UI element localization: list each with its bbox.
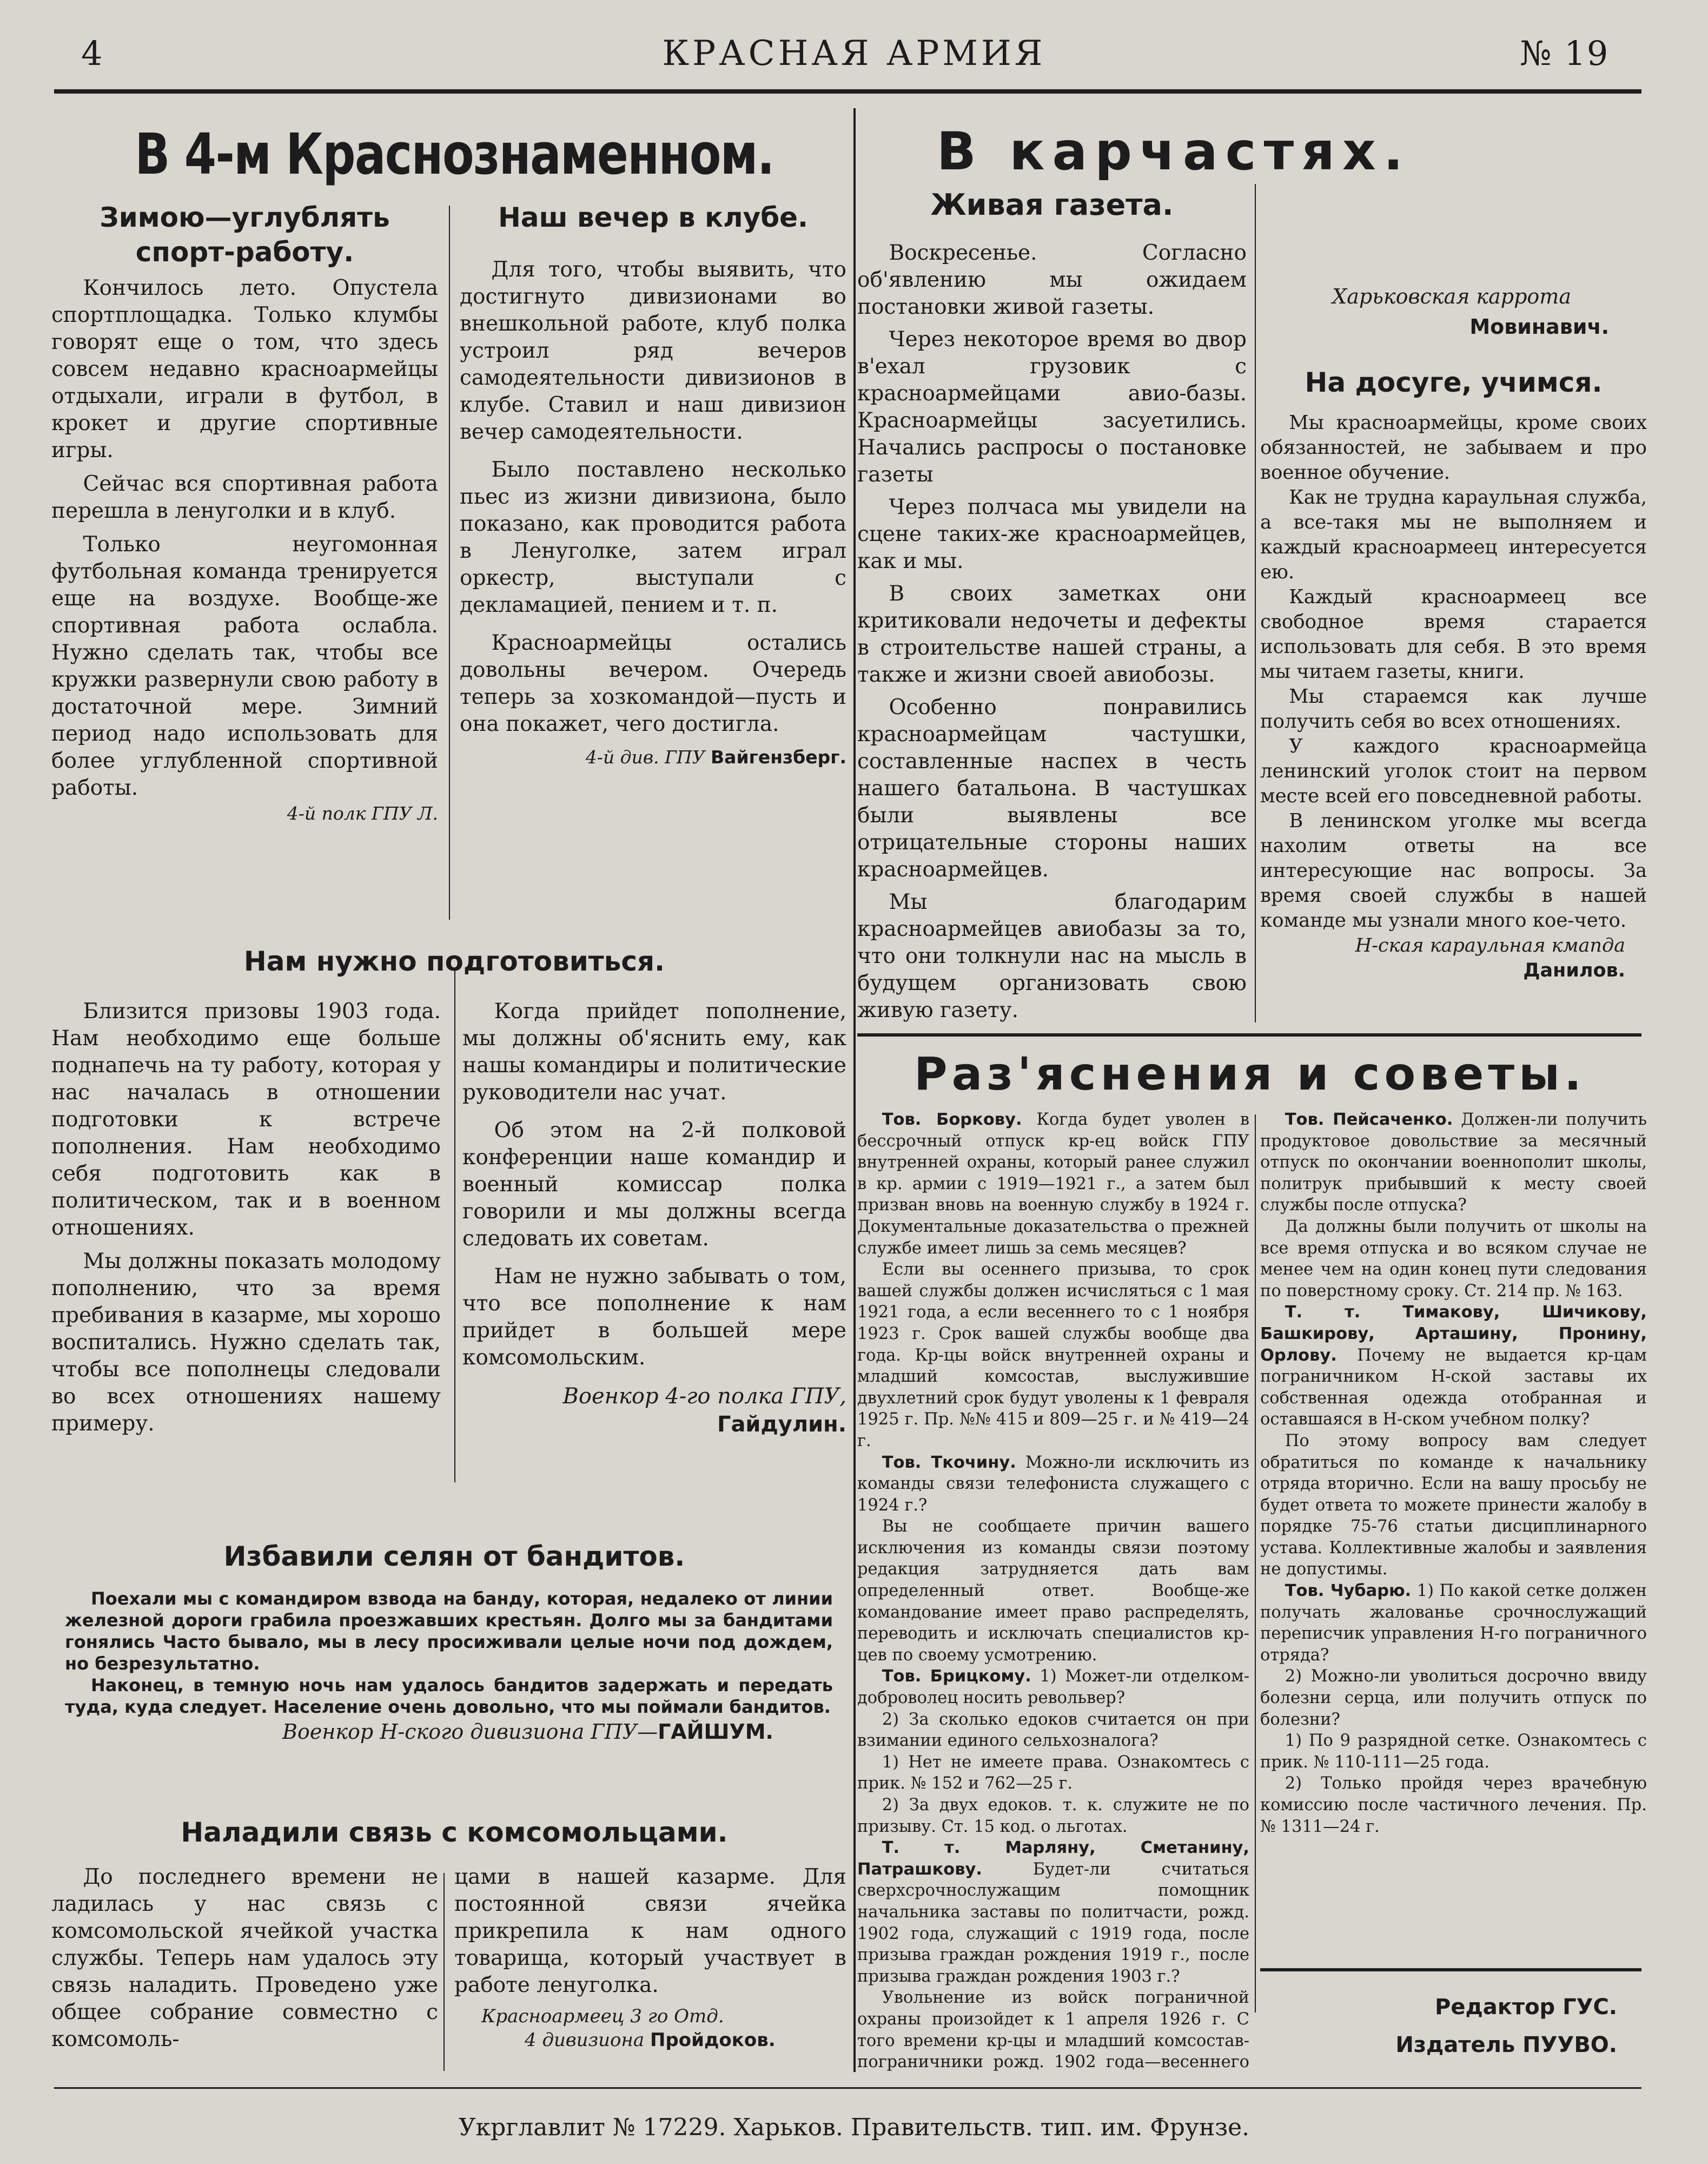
signature-unit: 4-й полк ГПУ Л. (287, 803, 438, 824)
signature (1260, 933, 1647, 983)
advice-title: Раз'яснения и советы. (914, 1047, 1586, 1100)
footer-imprint: Укрглавлит № 17229. Харьков. Правительств. тип. им. Фрунзе. (458, 2114, 1250, 2141)
paragraph: У каждого красноармейца ленинский уголок стоит на первом месте всей его повседневной работы. (1260, 735, 1647, 807)
paragraph: Кончилось лето. Опустела спортплощадка. Только клумбы говорят еще о том, что здесь совсем недавно красноармейцы отдыхали, играли в футбол, в крокет и другие спортивные игры. (51, 276, 438, 463)
advice-text: Вы не сообщаете причин вашего исключения из команды связи поэтому редакция затрудняется дать вам определенный ответ. Вообще-же командование имеет право распределять, переводить и исключать специалистов кр-цев по своему усмотрению. (857, 1517, 1249, 1665)
advice-col2 (1260, 1109, 1647, 1964)
paragraph: Для того, чтобы выявить, что достигнуто дивизионами во внешкольной работе, клуб полка устроил ряд вечеров самодеятельности дивизионов в клубе. Ставил и наш дивизион вечер самодеятельности. (460, 258, 846, 444)
advice-addressee: Тов. Брицкому. (882, 1667, 1031, 1686)
article-prepare-col1 (51, 998, 441, 1512)
paragraph: Особенно понравились красноармейцам частушки, составленные наспех в честь нашего батальона. В частушках были выявлены все отрицательные стороны наших красноармейцев. (857, 695, 1247, 882)
advice-item (1260, 1666, 1647, 1730)
newspaper-title: КРАСНАЯ АРМИЯ (662, 34, 1046, 74)
advice-text: 1) Может-ли отделком-доброволец носить револьвер? (857, 1667, 1249, 1708)
paragraph: В своих заметках они критиковали недочеты и дефекты в строительстве нашей страны, а также и жизни своей авиобозы. (857, 582, 1247, 687)
signature-name: Гайдулин. (717, 1412, 846, 1437)
paragraph: Было поставлено несколько пьес из жизни дивизиона, было показано, как проводится работа в Ленуголке, затем играл оркестр, выступали с декламацией, пением и т. п. (460, 458, 846, 617)
header-rule (54, 89, 1641, 94)
advice-text: Когда будет уволен в бессрочный отпуск кр-ец войск ГПУ внутренней охраны, который ранее служил в кр. армии с 1919—1921 г., а затем был призван вновь на военную службу в 1924 г. Документальные доказательства о прежней службе имеет лишь за семь месяцев? (857, 1110, 1249, 1258)
signature-name: Мовинавич. (1469, 315, 1609, 339)
advice-item (857, 1987, 1249, 2072)
publisher: Издатель ПУУВО. (1395, 2033, 1617, 2057)
signature-name: ГАЙШУМ. (658, 1720, 773, 1744)
article-title-komsomol: Наладили связь с комсомольцами. (181, 1817, 728, 1848)
signature-unit: Н-ская караульная кмаnда (1355, 935, 1625, 956)
article-leisure (1260, 365, 1647, 1017)
signature-unit: Военкор 4-го полка ГПУ, (562, 1384, 846, 1409)
article-title: Живая газета. (930, 188, 1174, 222)
footer-rule (54, 2087, 1641, 2089)
paragraph: Когда прийдет пополнение, мы должны об'яснить ему, как нашы командиры и политические руководители нас учат. (462, 999, 846, 1105)
page-number: 4 (81, 34, 104, 73)
issue-number: № 19 (1520, 34, 1610, 73)
signature (65, 1718, 773, 1746)
section-title-right: В карчастях. (936, 121, 1411, 182)
advice-text: 1) По какой сетке должен получать жалованье срочнослужащий переписчик управления Н-го пограничного отряда? (1260, 1581, 1647, 1665)
paragraph: Наконец, в темную ночь нам удалось бандитов задержать и передать туда, куда следует. Население очень довольно, что мы поймали бандитов. (65, 1675, 833, 1717)
signature (454, 2004, 846, 2052)
advice-item (857, 1709, 1249, 1752)
article-title: На досуге, учимся. (1305, 367, 1603, 398)
advice-text: 2) Только пройдя через врачебную комиссию после частичного лечения. Пр. № 1311—24 г. (1260, 1774, 1647, 1836)
signature-name: Данилов. (1523, 960, 1625, 981)
signature-name: Вайгензберг. (711, 747, 846, 768)
advice-top-rule (857, 1033, 1641, 1037)
advice-text: Можно-ли исключить из команды связи телефониста служащего с 1924 г.? (857, 1453, 1249, 1515)
advice-item (857, 1516, 1249, 1666)
advice-addressee: Тов. Чубарю. (1285, 1581, 1412, 1601)
advice-addressee: Т. т. Тимакову, Шичикову, Башкирову, Арташину, Пронину, Орлову. (1260, 1303, 1647, 1365)
advice-addressee: Тов. Пейсаченко. (1285, 1110, 1453, 1129)
paragraph: Каждый красноармеец все свободное время старается использовать для себя. В это время мы читаем газеты, книги. (1260, 586, 1647, 683)
advice-text: 1) По 9 разрядной сетке. Ознакомтесь с прик. № 110-111—25 года. (1260, 1731, 1647, 1772)
paragraph: Через полчаса мы увидели на сцене таких-же красноармейцев, как и мы. (857, 495, 1247, 573)
advice-item (1260, 1109, 1647, 1216)
advice-item (1260, 1430, 1647, 1580)
paragraph: Об этом на 2-й полковой конференции наше командир и военный комиссар полка говорили и мы должны всегда следовать их советам. (462, 1118, 846, 1251)
advice-text: 2) За сколько едоков считается он при взимании единого сельхозналога? (857, 1710, 1249, 1751)
paragraph: Красноармейцы остались довольны вечером. Очередь теперь за хозкомандой—пусть и она покажет, чего достигла. (460, 631, 846, 736)
paragraph: Сейчас вся спортивная работа перешла в ленуголки и в клуб. (51, 472, 438, 523)
advice-item (857, 1666, 1249, 1708)
paragraph: До последнего времени не ладилась у нас связь с комсомольской ячейкой участка службы. Теперь нам удалось эту связь наладить. Проведено уже общее собрание совместно с комсомоль- (51, 1865, 438, 2051)
article-sport (51, 200, 438, 928)
paragraph: Поехали мы с командиром взвода на банду, которая, недалеко от линии железной дороги грабила проезжавших крестьян. Долго мы за бандитами гонялись Часто бывало, мы в лесу просиживали целые ночи под дождем, но безрезультатно. (65, 1588, 833, 1674)
paragraph: Нам не нужно забывать о том, что все пополнение к нам прийдет в большей мере комсомольским. (462, 1264, 846, 1370)
left-mid-col-rule (454, 968, 455, 1482)
advice-addressee: Тов. Ткочину. (882, 1453, 1016, 1472)
signature-unit: Харьковская карроmа (1332, 285, 1571, 308)
paragraph: Близится призовы 1903 года. Нам необходимо еще больше поднапечь на ту работу, которая у нас началась в отношении подготовки к встрече пополнения. Нам необходимо себя подготовить как в политическом, так и в военном отношениях. (51, 999, 441, 1240)
article-title-prepare: Нам нужно подготовиться. (243, 946, 665, 977)
signature-unit: 4 дивизиона (525, 2029, 645, 2051)
paragraph: цами в нашей казарме. Для постоянной связи ячейка прикрепила к нам одного товарища, который участвует в работе ленуголка. (454, 1865, 846, 1997)
article-komsomol-col2 (454, 1864, 846, 2077)
signature-unit: Красноармеец 3 го Отд. (481, 2005, 724, 2027)
article-live-newspaper (857, 187, 1247, 1022)
advice-text: Увольнение из войск пограничной охраны произойдет к 1 апреля 1926 г. С того времени кр-цы и младший комсостав-пограничники рожд. 1902 года—весеннего (857, 1988, 1249, 2072)
advice-text: По этому вопросу вам следует обратиться по команде к начальнику отряда вторично. Если на вашу просьбу не будет ответа то можете принести жалобу в порядке 75-76 статьи дисциплинарного устава. Коллективные жалобы и заявления не допустимы. (1260, 1431, 1647, 1579)
advice-item (1260, 1580, 1647, 1666)
right-advice-col-rule (1255, 1114, 1256, 2013)
paragraph: Мы благодарим красноармейцев авиобазы за то, что они толкнули нас на мысль в будущем организовать свою живую газету. (857, 890, 1247, 1022)
advice-text: Почему не выдается кр-цам пограничником Н-ской заставы их собственная одежда отобранная и оставшаяся в Н-ском учебном полку? (1260, 1345, 1647, 1429)
advice-item (857, 1259, 1249, 1452)
advice-text: 1) Нет не имеете права. Ознакомтесь с прик. № 152 и 762—25 г. (857, 1752, 1249, 1793)
advice-text: Да должны были получить от школы на все время отпуска и во всяком случае не менее чем на один конец пути следования по поверстному сроку. Ст. 214 пр. № 163. (1260, 1217, 1647, 1301)
advice-item (857, 1837, 1249, 1987)
article-bandits (65, 1588, 833, 1788)
advice-text: Если вы осеннего призыва, то срок вашей службы должен исчисляться с 1 мая 1921 года, а если весеннего то с 1 ноября 1923 г. Срок вашей службы вообще два года. Кр-цы войск внутренней охраны и младший комсостав, выслужившие двухлетний срок будут уволены к 1 февраля 1925 г. Пр. №№ 415 и 809—25 г. и № 419—24 г. (857, 1260, 1249, 1450)
paragraph: Мы красноармейцы, кроме своих обязанностей, не забываем и про военное обучение. (1260, 412, 1647, 484)
editor: Редактор ГУС. (1435, 1995, 1617, 2020)
left-top-col-rule (449, 206, 450, 920)
advice-item (857, 1794, 1249, 1837)
signature-name: Пройдоков. (650, 2029, 776, 2051)
paragraph: Через некоторое время во двор в'ехал грузовик с красноармейцами авио-базы. Красноармейцы засуетились. Начались распросы о постановке газеты (857, 327, 1247, 487)
advice-text: Должен-ли получить продуктовое довольствие за месячный отпуск по окончании военнополит школы, политрук прибывший к месту своей службы после отпуска? (1260, 1110, 1647, 1215)
advice-item (1260, 1302, 1647, 1430)
paragraph: В ленинском уголке мы всегда нахолим ответы на все интересующие нас вопросы. За время своей службы в нашей команде мы узнали много кое-чето. (1260, 810, 1647, 932)
advice-item (857, 1452, 1249, 1516)
advice-bottom-rule (1260, 1968, 1641, 1971)
center-rule (853, 108, 856, 2072)
advice-text: Будет-ли считаться сверхсрочнослужащим помощник начальника заставы по политчасти, рожд. 1902 года, служащий с 1919 года, после призыва граждан рождения 1919 г., после призыва граждан рождения 1903 г.? (857, 1859, 1249, 1986)
article-title: Зимою—углублять спорт-работу. (100, 202, 390, 268)
paragraph: Только неугомонная футбольная команда тренируется еще на воздухе. Вообще-же спортивная работа ослабла. Нужно сделать так, чтобы все кружки развернули свою работу в достаточной мере. Зимний период надо использовать для более углубленной спортивной работы. (51, 532, 438, 800)
signature (51, 802, 438, 826)
signature (460, 745, 846, 769)
article-title: Наш вечер в клубе. (498, 202, 809, 233)
advice-item (1260, 1730, 1647, 1773)
advice-col1 (857, 1109, 1249, 2072)
paragraph: Мы стараемся как лучше получить себя во всех отношениях. (1260, 685, 1647, 733)
advice-item (857, 1109, 1249, 1259)
article-title-bandits: Избавили селян от бандитов. (223, 1541, 685, 1572)
advice-addressee: Т. т. Марляну, Сметанину, Патрашкову. (857, 1838, 1249, 1879)
advice-addressee: Тов. Боркову. (882, 1110, 1022, 1129)
advice-text: 2) Можно-ли уволиться досрочно ввиду болезни серца, или получить отпуск по болезни? (1260, 1667, 1647, 1729)
signature (1260, 281, 1620, 342)
advice-item (1260, 1216, 1647, 1302)
section-title-left: В 4-м Краснознаменном. (135, 121, 774, 187)
article-komsomol-col1 (51, 1864, 438, 2077)
paragraph: Как не трудна караульная служба, а все-такя мы не выполняем и каждый красноармеец интересуется ею. (1260, 486, 1647, 583)
advice-item (857, 1752, 1249, 1794)
paragraph: Воскресенье. Согласно об'явлению мы ожидаем постановки живой газеты. (857, 241, 1247, 319)
article-prepare-col2 (462, 998, 846, 1512)
paragraph: Мы должны показать молодому пополнению, что за время пребивания в казарме, мы хорошо воспитались. Нужно сделать так, чтобы все пополнецы следовали во всех отношениях нашему примеру. (51, 1249, 441, 1436)
signature-unit: 4-й див. ГПУ (585, 747, 705, 768)
right-top-col-rule (1255, 184, 1256, 1022)
left-bot-sep (443, 1873, 445, 2071)
advice-text: 2) За двух едоков. т. к. служите не по призыву. Ст. 15 код. о льготах. (857, 1796, 1249, 1836)
signature-unit: Военкор Н-ского дивизиона ГПУ— (282, 1720, 658, 1744)
signature (462, 1382, 846, 1439)
advice-item (1260, 1773, 1647, 1837)
article-club-evening (460, 200, 846, 928)
